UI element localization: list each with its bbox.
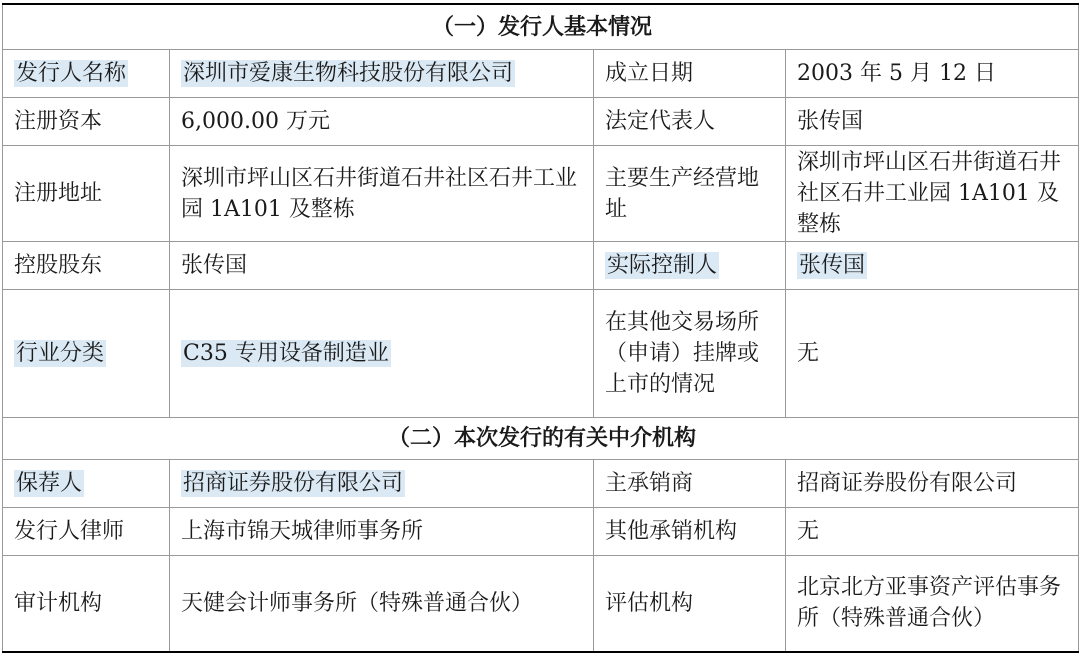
- section-header-issuer: [3, 4, 1079, 50]
- field-value: 张传国: [786, 98, 1079, 146]
- field-value: 深圳市坪山区石井街道石井社区石井工业园 1A101 及整栋: [786, 146, 1079, 242]
- field-label: 控股股东: [3, 242, 170, 290]
- field-label: 主承销商: [594, 460, 786, 508]
- field-label: 注册资本: [3, 98, 170, 146]
- field-value: 招商证券股份有限公司: [786, 460, 1079, 508]
- table-row: [3, 242, 1079, 290]
- field-value: 天健会计师事务所（特殊普通合伙）: [170, 556, 594, 652]
- field-label-text: 保荐人: [16, 471, 83, 496]
- field-value-text: C35 专用设备制造业: [183, 341, 389, 366]
- field-value: 张传国: [170, 242, 594, 290]
- field-label: 审计机构: [3, 556, 170, 652]
- field-label: 成立日期: [594, 50, 786, 98]
- field-label-text: 发行人名称: [16, 61, 127, 86]
- field-label: [3, 460, 170, 508]
- field-label: 发行人律师: [3, 508, 170, 556]
- table-row: [3, 460, 1079, 508]
- table-row: [3, 290, 1079, 418]
- field-value: 2003 年 5 月 12 日: [786, 50, 1079, 98]
- section-title: （二）本次发行的有关中介机构: [3, 418, 1079, 460]
- field-value: 6,000.00 万元: [170, 98, 594, 146]
- table-row: [3, 146, 1079, 242]
- field-value-text: 深圳市爱康生物科技股份有限公司: [183, 61, 514, 86]
- table-row: [3, 50, 1079, 98]
- field-value: 无: [786, 508, 1079, 556]
- field-label: 在其他交易场所（申请）挂牌或上市的情况: [594, 290, 786, 418]
- table-row: [3, 556, 1079, 652]
- field-label: [594, 242, 786, 290]
- field-label: 法定代表人: [594, 98, 786, 146]
- field-label: 其他承销机构: [594, 508, 786, 556]
- table-row: [3, 508, 1079, 556]
- field-value: [170, 460, 594, 508]
- table-row: [3, 98, 1079, 146]
- field-value: 深圳市坪山区石井街道石井社区石井工业园 1A101 及整栋: [170, 146, 594, 242]
- field-label: 主要生产经营地址: [594, 146, 786, 242]
- field-label-text: 行业分类: [16, 341, 105, 366]
- field-label: 评估机构: [594, 556, 786, 652]
- field-value: [786, 242, 1079, 290]
- section-title: （一）发行人基本情况: [3, 4, 1079, 50]
- field-label: [3, 50, 170, 98]
- field-value-text: 招商证券股份有限公司: [183, 471, 404, 496]
- field-value-text: 张传国: [799, 253, 866, 278]
- field-value: [170, 290, 594, 418]
- field-value: 无: [786, 290, 1079, 418]
- field-value: [170, 50, 594, 98]
- issuer-info-table: [2, 3, 1079, 653]
- section-header-intermediaries: [3, 418, 1079, 460]
- field-label: 注册地址: [3, 146, 170, 242]
- field-value: 上海市锦天城律师事务所: [170, 508, 594, 556]
- field-label-text: 实际控制人: [607, 253, 718, 278]
- field-value: 北京北方亚事资产评估事务所（特殊普通合伙）: [786, 556, 1079, 652]
- field-label: [3, 290, 170, 418]
